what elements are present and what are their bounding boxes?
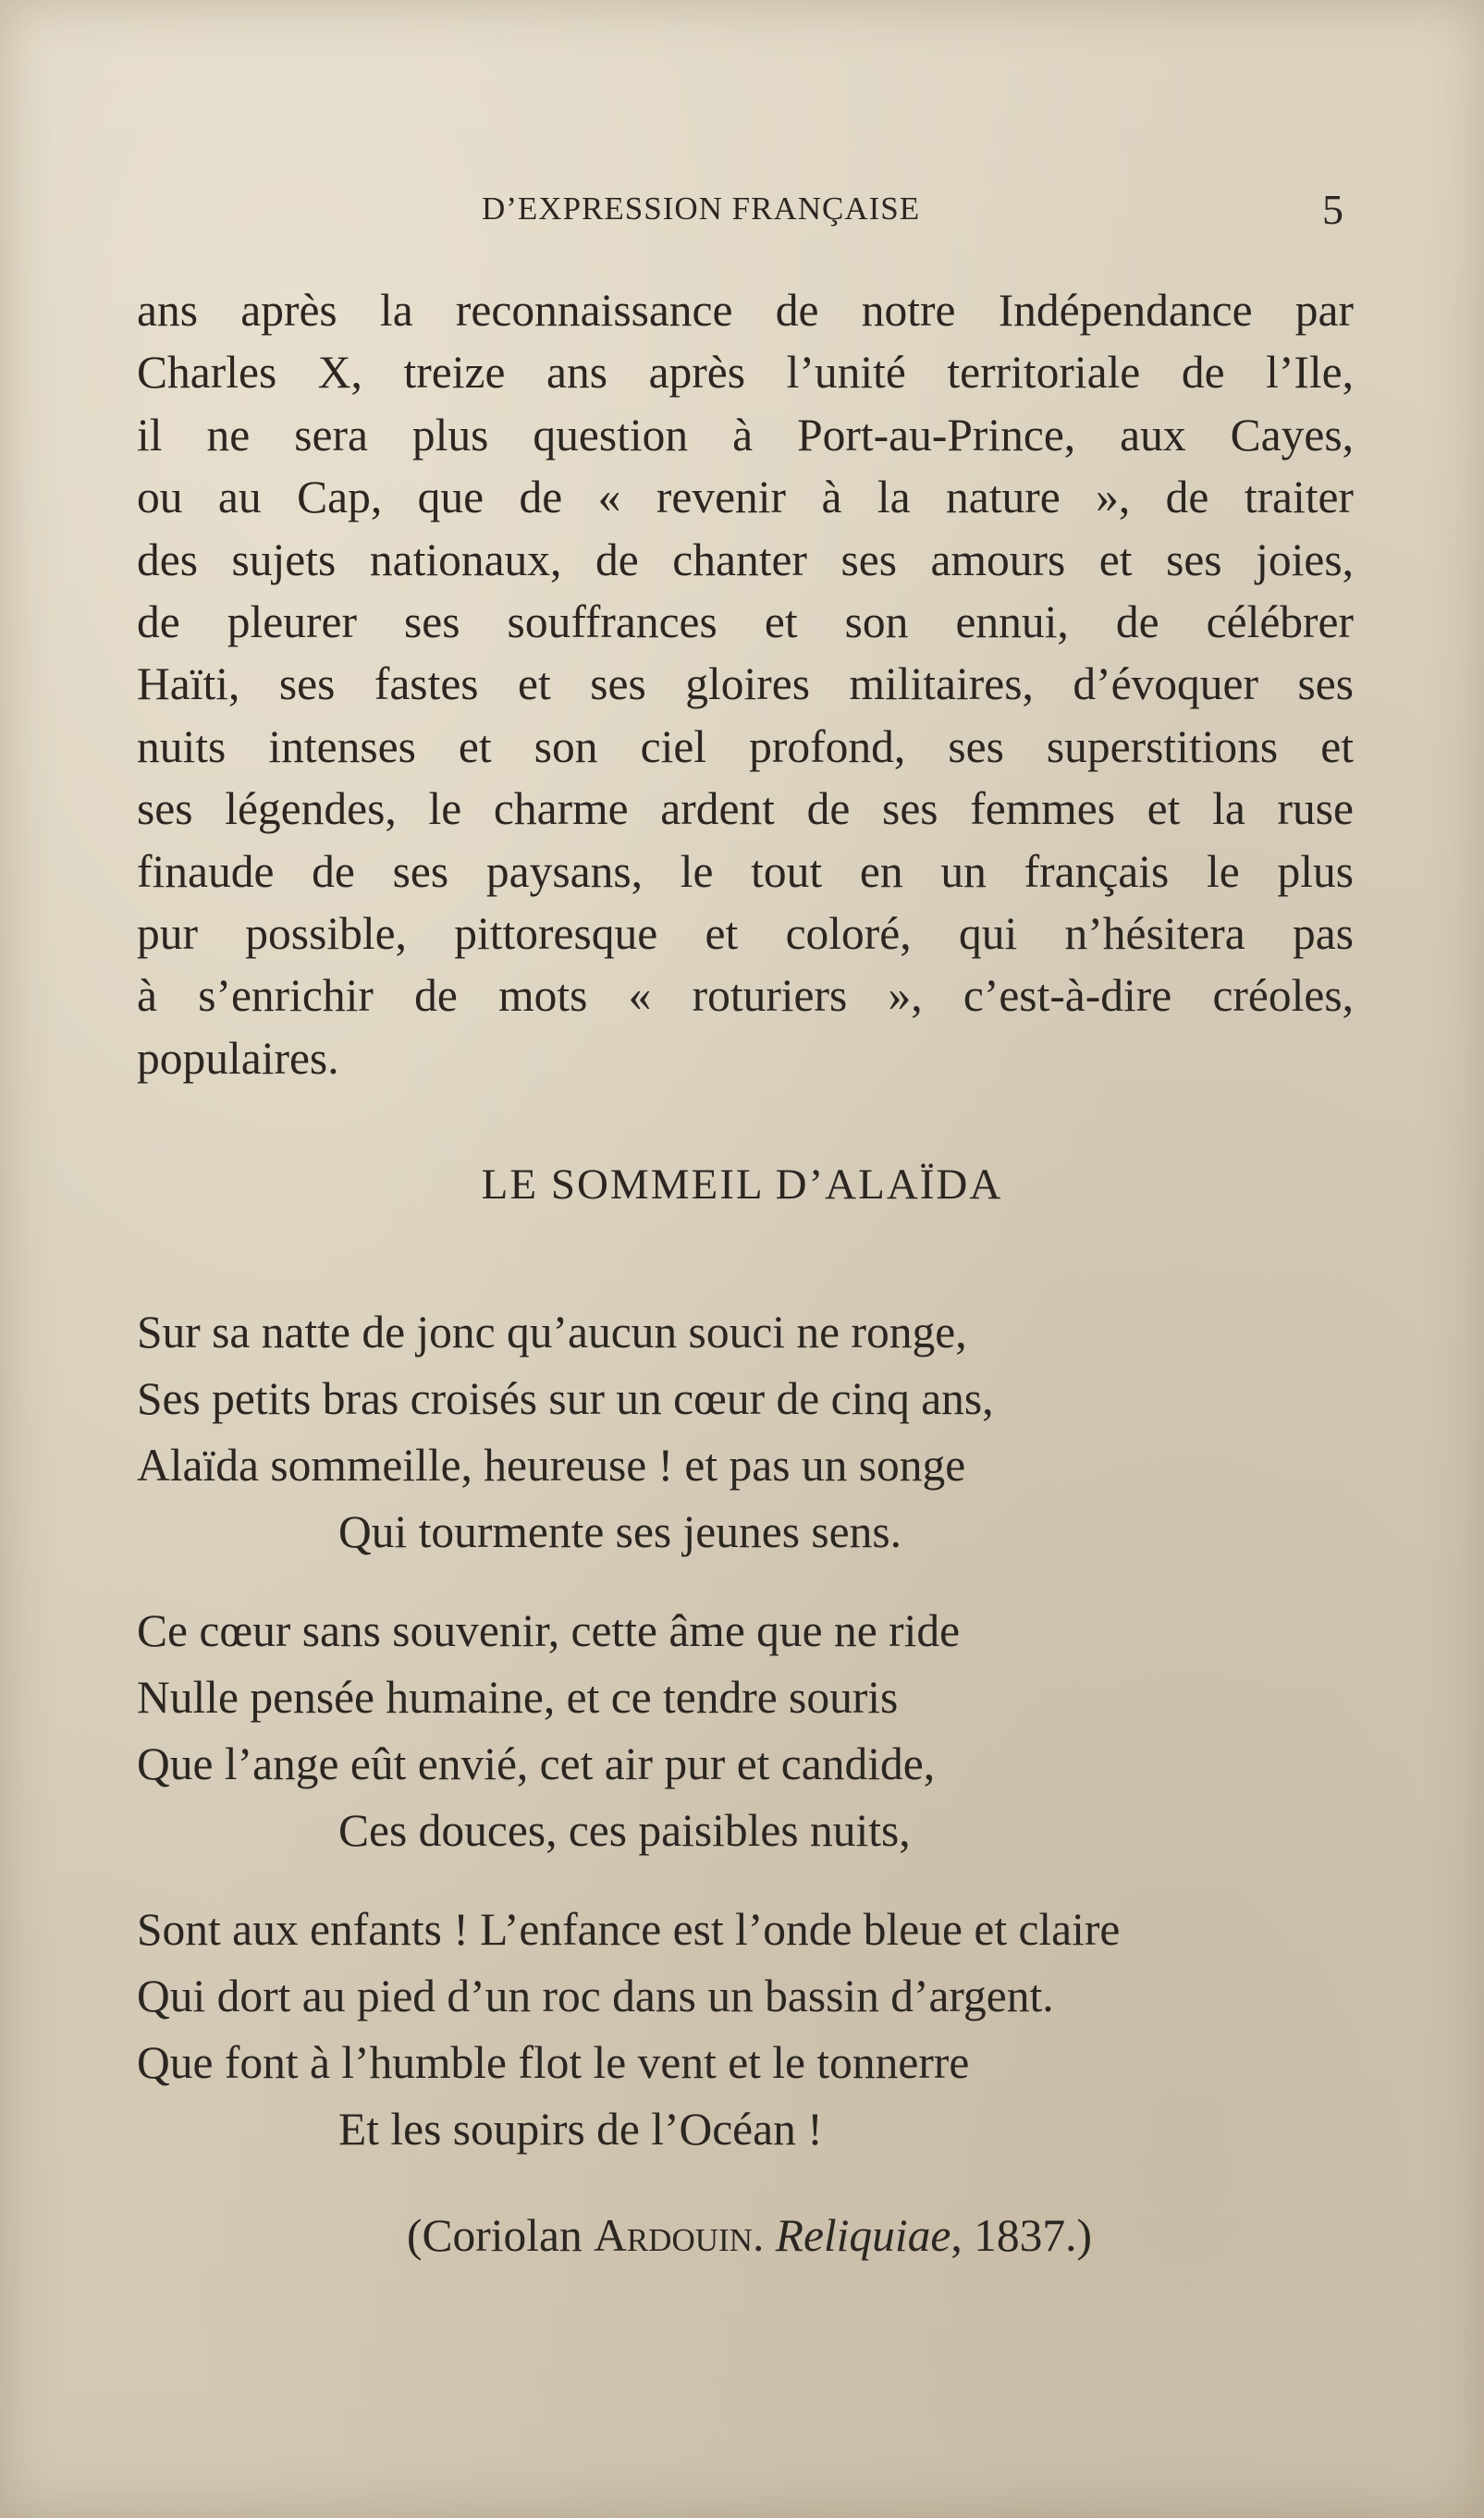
citation-author: Ardouin	[594, 2210, 753, 2261]
verse-line: Ce cœur sans souvenir, cette âme que ne ride	[137, 1605, 961, 1656]
prose-line: Charles X, treize ans après l’unité territoriale de l’Ile,	[137, 347, 1354, 399]
verse-line: Qui dort au pied d’un roc dans un bassin d’argent.	[137, 1971, 1054, 2021]
verse-line-indented: Qui tourmente ses jeunes sens.	[338, 1506, 902, 1557]
poem-citation	[407, 2203, 1092, 2269]
verse-line-indented: Et les soupirs de l’Océan !	[338, 2104, 823, 2155]
prose-paragraph	[137, 279, 1354, 1089]
prose-line: à s’enrichir de mots « roturiers », c’est-à-dire créoles,	[137, 970, 1354, 1022]
stanza-1	[137, 1299, 1357, 1566]
stanza-3	[137, 1897, 1357, 2163]
running-header	[0, 183, 1484, 239]
prose-line: pur possible, pittoresque et coloré, qui n’hésitera pas	[137, 908, 1354, 960]
prose-line: finaude de ses paysans, le tout en un français le plus	[137, 845, 1354, 897]
prose-line: Haïti, ses fastes et ses gloires militaires, d’évoquer ses	[137, 658, 1354, 710]
citation-work: Reliquiae	[775, 2210, 951, 2261]
running-title: D’EXPRESSION FRANÇAISE	[482, 190, 921, 227]
prose-line: ses légendes, le charme ardent de ses femmes et la ruse	[137, 783, 1354, 835]
verse-line: Ses petits bras croisés sur un cœur de cinq ans,	[137, 1373, 994, 1424]
prose-line: des sujets nationaux, de chanter ses amours et ses joies,	[137, 534, 1354, 585]
prose-line: nuits intenses et son ciel profond, ses superstitions et	[137, 720, 1354, 772]
citation-open: (Coriolan	[407, 2210, 595, 2261]
prose-line: populaires.	[137, 1032, 339, 1084]
prose-line: ans après la reconnaissance de notre Indépendance par	[137, 285, 1354, 336]
verse-line: Que l’ange eût envié, cet air pur et candide,	[137, 1738, 936, 1789]
poem-title: LE SOMMEIL D’ALAÏDA	[481, 1161, 1003, 1209]
verse-line: Sont aux enfants ! L’enfance est l’onde bleue et claire	[137, 1904, 1121, 1955]
stanza-2	[137, 1598, 1357, 1864]
citation-separator: .	[752, 2210, 776, 2261]
prose-line: de pleurer ses souffrances et son ennui, de célébrer	[137, 596, 1354, 648]
verse-line: Alaïda sommeille, heureuse ! et pas un songe	[137, 1440, 966, 1491]
verse-line: Sur sa natte de jonc qu’aucun souci ne ronge,	[137, 1307, 967, 1357]
verse-line: Que font à l’humble flot le vent et le tonnerre	[137, 2037, 970, 2088]
citation-close: , 1837.)	[950, 2210, 1092, 2261]
verse-line: Nulle pensée humaine, et ce tendre souris	[137, 1672, 899, 1723]
prose-line: ou au Cap, que de « revenir à la nature », de traiter	[137, 472, 1354, 523]
prose-line: il ne sera plus question à Port-au-Prince, aux Cayes,	[137, 409, 1354, 461]
poem-body	[137, 1299, 1357, 2195]
verse-line-indented: Ces douces, ces paisibles nuits,	[338, 1805, 911, 1856]
page-number: 5	[1322, 186, 1343, 233]
